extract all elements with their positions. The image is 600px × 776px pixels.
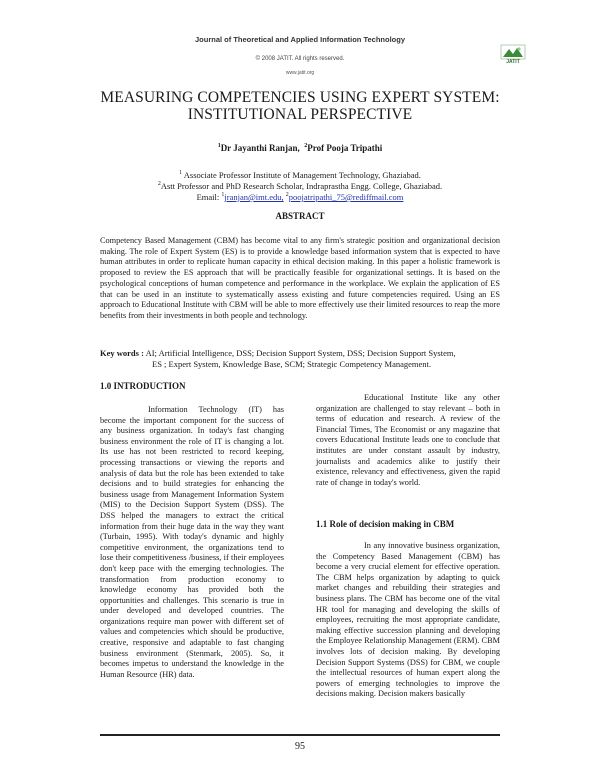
website-link[interactable]: www.jatit.org: [285, 70, 315, 76]
right-column-bottom: [316, 541, 500, 700]
author-1: Dr Jayanthi Ranjan,: [220, 143, 300, 153]
keywords-first: AI; Artificial Intelligence, DSS; Decision Support System, DSS; Decision Support System,: [145, 348, 456, 358]
email-link-1[interactable]: jranjan@imt.edu,: [224, 191, 284, 202]
affiliation-2-mark: 2: [157, 181, 161, 187]
journal-name: Journal of Theoretical and Applied Information Technology: [194, 35, 405, 44]
page-number: 95: [295, 741, 305, 752]
author-list: [0, 143, 600, 153]
author-2: Prof Pooja Tripathi: [307, 143, 383, 153]
abstract-text: Competency Based Management (CBM) has become vital to any firm's strategic position and organizational decision making. The role of Expert System (ES) is to provide a knowledge based information system that is expected to have human attributes in order to replicate human capacity in ethical decision making. In this paper a holistic framework is proposed to review the ES approach that will be practically feasible for organizational settings. It is based on the psychological conceptions of human competence and performance in the workplace. We explain the application of ES that can be used in an institute to systematically assess existing and future competencies required. Using an ES approach to Educational Institute with CBM will be able to more effectively use their limited resources to reap the more benefits from their investments in both people and technology.: [100, 236, 500, 320]
abstract-heading: ABSTRACT: [275, 211, 325, 221]
footer-rule: [100, 734, 500, 736]
email-label: Email:: [196, 191, 220, 202]
email-link-2[interactable]: poojatripathi_75@rediffmail.com: [288, 191, 404, 202]
author-1-mark: 1: [217, 143, 221, 149]
affiliation-2-text: Astt Professor and PhD Research Scholar, Indraprastha Engg. College, Ghaziabad.: [160, 180, 443, 191]
section-heading-introduction: 1.0 INTRODUCTION: [100, 381, 186, 391]
keywords-label: Key words :: [100, 348, 144, 358]
logo-text: JATIT: [506, 59, 520, 65]
left-column: [100, 405, 284, 680]
title-line-1: MEASURING COMPETENCIES USING EXPERT SYSTEM:: [100, 89, 500, 106]
paper-title: [60, 89, 540, 123]
right-column-paragraph-2: In any innovative business organization, the Competency Based Management (CBM) has become a very crucial element for effective operation. The CBM helps organization by adapting to quick market changes and rebuilding their strategies and business plans. The CBM has become one of the vital HR tool for managing and developing the skills of employees, recruiting the most appropriate candidate, making effective succession planning and developing the Employee Relationship Management (ERM). CBM involves lots of decision making. By developing Decision Support Systems (DSS) for CBM, we couple the intellectual resources of human expert along the powers of emerging technologies to improve the decisions making. Decision makers basically: [316, 541, 500, 699]
email-line: [0, 190, 600, 203]
email-1-mark: 1: [221, 192, 225, 198]
copyright: © 2008 JATIT. All rights reserved.: [255, 56, 345, 62]
affiliation-1-mark: 1: [179, 170, 183, 176]
right-column-top: [316, 393, 500, 488]
keywords: [100, 348, 500, 370]
right-column-paragraph-1: Educational Institute like any other organization are challenged to stay relevant – both in terms of education and research. A review of the Financial Times, The Economist or any magazine that covers Educational Institute leads one to conclude that institutes are under constant assault by industry, journalists and academics alike to justify their existence, relevancy and effectiveness, given the rapid rate of change in today's world.: [316, 393, 500, 487]
email-2-mark: 2: [285, 192, 289, 198]
subsection-heading-decision-making: 1.1 Role of decision making in CBM: [316, 519, 455, 529]
author-2-mark: 2: [304, 143, 308, 149]
left-column-paragraph: Information Technology (IT) has become the important component for the success of any business organization. In today's fast changing business environment the role of IT is changing a lot. Its use has not been restricted to record keeping, processing transactions or viewing the reports and analysis of data but the role has been extended to take decisions and to build strategies for enhancing the business usage from Management Information System (MIS) to the Decision Support System (DSS). The DSS helped the managers to extract the critical information from their huge data in the way they want (Turbain, 1995). With today's dynamic and highly competitive environment, the organizations tend to lose their competitiveness /business, if their employees don't keep pace with the emerging technologies. The transformation from production economy to knowledge economy has provided both the opportunities and challenges. This scenario is true in under developed and developed countries. The organizations require man power with different set of values and competencies which should be productive, creative, responsive and adaptable to fast changing business environment (Stenmark, 2005). So, it becomes impetus to understand the knowledge in the Human Resource (HR) data.: [100, 405, 284, 679]
journal-logo: [500, 44, 526, 66]
title-line-2: INSTITUTIONAL PERSPECTIVE: [187, 106, 413, 123]
keywords-rest: ES ; Expert System, Knowledge Base, SCM; Strategic Competency Management.: [152, 359, 432, 369]
affiliation-1-text: Associate Professor Institute of Management Technology, Ghaziabad.: [183, 169, 421, 180]
